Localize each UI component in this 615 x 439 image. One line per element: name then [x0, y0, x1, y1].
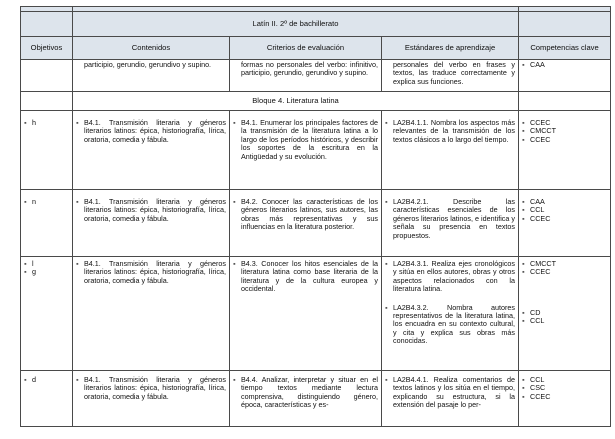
header-criterios: Criterios de evaluación [230, 37, 382, 60]
cell-contenidos [73, 257, 230, 371]
cell-objetivos [21, 111, 73, 190]
competencia-item: CSC [530, 383, 546, 393]
bullet-icon: ▪ [233, 197, 236, 206]
bullet-icon: ▪ [522, 134, 525, 144]
estandares-text: personales del verbo en frases y textos, las traduce correctamente y explica sus funciones. [393, 60, 516, 86]
cell-competencias [519, 111, 611, 190]
curriculum-table [20, 6, 611, 427]
competencia-item: CMCCT [530, 259, 556, 268]
bullet-icon: ▪ [522, 118, 525, 127]
header-row [21, 37, 611, 60]
bullet-icon: ▪ [76, 259, 79, 268]
cell-estandares [382, 60, 519, 92]
objetivo-item: l [32, 259, 34, 268]
cell-objetivos [21, 257, 73, 371]
objetivo-item: g [32, 267, 36, 277]
contenidos-text: participio, gerundio, gerundivo y supino. [84, 60, 212, 69]
competencia-item: CAA [530, 60, 545, 69]
bullet-icon: ▪ [24, 375, 27, 384]
bullet-icon: ▪ [522, 259, 525, 268]
bullet-icon: ▪ [385, 375, 388, 384]
competencia-item: CCEC [530, 118, 551, 127]
objetivo-item: n [32, 197, 36, 206]
estandar-text: LA2B4.1.1. Nombra los aspectos más relevantes de la transmisión de los textos clásicos a lo largo del tiempo. [393, 118, 516, 144]
competencia-item: CCEC [530, 213, 551, 223]
table-row [21, 257, 611, 371]
cell-objetivos [21, 190, 73, 257]
bullet-icon: ▪ [522, 307, 525, 317]
cell-objetivos [21, 371, 73, 427]
header-estandares: Estándares de aprendizaje [382, 37, 519, 60]
objetivo-item: d [32, 375, 36, 384]
bullet-icon: ▪ [24, 118, 27, 127]
cell-criterios [230, 60, 382, 92]
table-row [21, 190, 611, 257]
bullet-icon: ▪ [385, 197, 388, 206]
bullet-icon: ▪ [522, 391, 525, 401]
bullet-icon: ▪ [233, 259, 236, 268]
bullet-icon: ▪ [76, 375, 79, 384]
criterios-text: B4.3. Conocer los hitos esenciales de la literatura latina como base literaria de la literatura y de la cultura europea y occidental. [241, 259, 378, 294]
competencia-item: CCEC [530, 134, 551, 144]
bullet-icon: ▪ [522, 375, 525, 384]
table-row-continued [21, 60, 611, 92]
competencia-item: CCEC [530, 267, 551, 277]
cell-contenidos [73, 190, 230, 257]
contenidos-text: B4.1. Transmisión literaria y géneros literarios latinos: épica, historiografía, lírica, oratoria, comedia y fábula. [84, 375, 226, 401]
cell-estandares [382, 257, 519, 371]
bullet-icon: ▪ [24, 267, 27, 277]
contenidos-text: B4.1. Transmisión literaria y géneros literarios latinos: épica, historiografía, lírica, oratoria, comedia y fábula. [84, 197, 226, 223]
criterios-text: B4.1. Enumerar los principales factores de la transmisión de la literatura latina a lo largo de los períodos históricos, y describir los soportes de la escritura en la Antigüedad y su evolución. [241, 118, 378, 161]
bullet-icon: ▪ [24, 197, 27, 206]
cell-estandares [382, 111, 519, 190]
competencia-item: CCEC [530, 391, 551, 401]
cell-criterios [230, 371, 382, 427]
competencia-item: CD [530, 307, 541, 317]
competencia-item: CCL [530, 375, 545, 384]
title-row [21, 12, 611, 37]
table-row [21, 371, 611, 427]
cell-estandares [382, 190, 519, 257]
bullet-icon: ▪ [522, 267, 525, 277]
bullet-icon: ▪ [233, 375, 236, 384]
bullet-icon: ▪ [522, 213, 525, 223]
cell-criterios [230, 190, 382, 257]
bullet-icon: ▪ [522, 205, 525, 215]
bullet-icon: ▪ [233, 118, 236, 127]
contenidos-text: B4.1. Transmisión literaria y géneros literarios latinos: épica, historiografía, lírica, oratoria, comedia y fábula. [84, 259, 226, 285]
bullet-icon: ▪ [522, 126, 525, 136]
bullet-icon: ▪ [522, 383, 525, 393]
cell-competencias [519, 257, 611, 371]
bullet-icon: ▪ [385, 118, 388, 127]
cell-criterios [230, 111, 382, 190]
cell-contenidos [73, 371, 230, 427]
competencia-item: CCL [530, 205, 545, 215]
cell-competencias [519, 190, 611, 257]
block-title: Bloque 4. Literatura latina [73, 92, 519, 111]
bullet-icon: ▪ [522, 316, 525, 326]
competencia-item: CMCCT [530, 126, 556, 136]
cell-contenidos [73, 60, 230, 92]
bullet-icon: ▪ [385, 302, 388, 312]
estandar-text: LA2B4.4.1. Realiza comentarios de textos latinos y los sitúa en el tiempo, explicando su estructura, si la extensión del pasaje lo per- [393, 375, 516, 410]
header-objetivos: Objetivos [21, 37, 73, 60]
objetivo-item: h [32, 118, 36, 127]
cell-objetivos [21, 60, 73, 92]
table-title: Latín II. 2º de bachillerato [73, 12, 519, 37]
competencia-item: CAA [530, 197, 545, 206]
bullet-icon: ▪ [385, 259, 388, 268]
cell-competencias [519, 371, 611, 427]
estandar-text: LA2B4.2.1. Describe las características esenciales de los géneros literarios latinos, e identifica y señala su presencia en textos propuestos. [393, 197, 516, 240]
header-competencias: Competencias clave [519, 37, 611, 60]
cell-estandares [382, 371, 519, 427]
bullet-icon: ▪ [76, 118, 79, 127]
contenidos-text: B4.1. Transmisión literaria y géneros literarios latinos: épica, historiografía, lírica, oratoria, comedia y fábula. [84, 118, 226, 144]
bullet-icon: ▪ [522, 60, 525, 69]
table-row [21, 111, 611, 190]
criterios-text: B4.4. Analizar, interpretar y situar en el tiempo textos mediante lectura comprensiva, distinguiendo género, época, características y es- [241, 375, 378, 410]
bullet-icon: ▪ [24, 259, 27, 268]
cell-competencias [519, 60, 611, 92]
criterios-text: B4.2. Conocer las características de los géneros literarios latinos, sus autores, las obras más representativas y sus influencias en la literatura posterior. [241, 197, 378, 232]
header-contenidos: Contenidos [73, 37, 230, 60]
block-row [21, 92, 611, 111]
estandar-text: LA2B4.3.2. Nombra autores representativos de la literatura latina, los encuadra en su contexto cultural, y cita y explica sus obras más conocidas. [393, 302, 516, 346]
criterios-text: formas no personales del verbo: infinitivo, participio, gerundio, gerundivo y supino. [241, 60, 378, 78]
cell-criterios [230, 257, 382, 371]
bullet-icon: ▪ [76, 197, 79, 206]
bullet-icon: ▪ [522, 197, 525, 206]
competencia-item: CCL [530, 316, 545, 326]
estandar-text: LA2B4.3.1. Realiza ejes cronológicos y sitúa en ellos autores, obras y otros aspectos relacionados con la literatura latina. [393, 259, 516, 294]
cell-contenidos [73, 111, 230, 190]
